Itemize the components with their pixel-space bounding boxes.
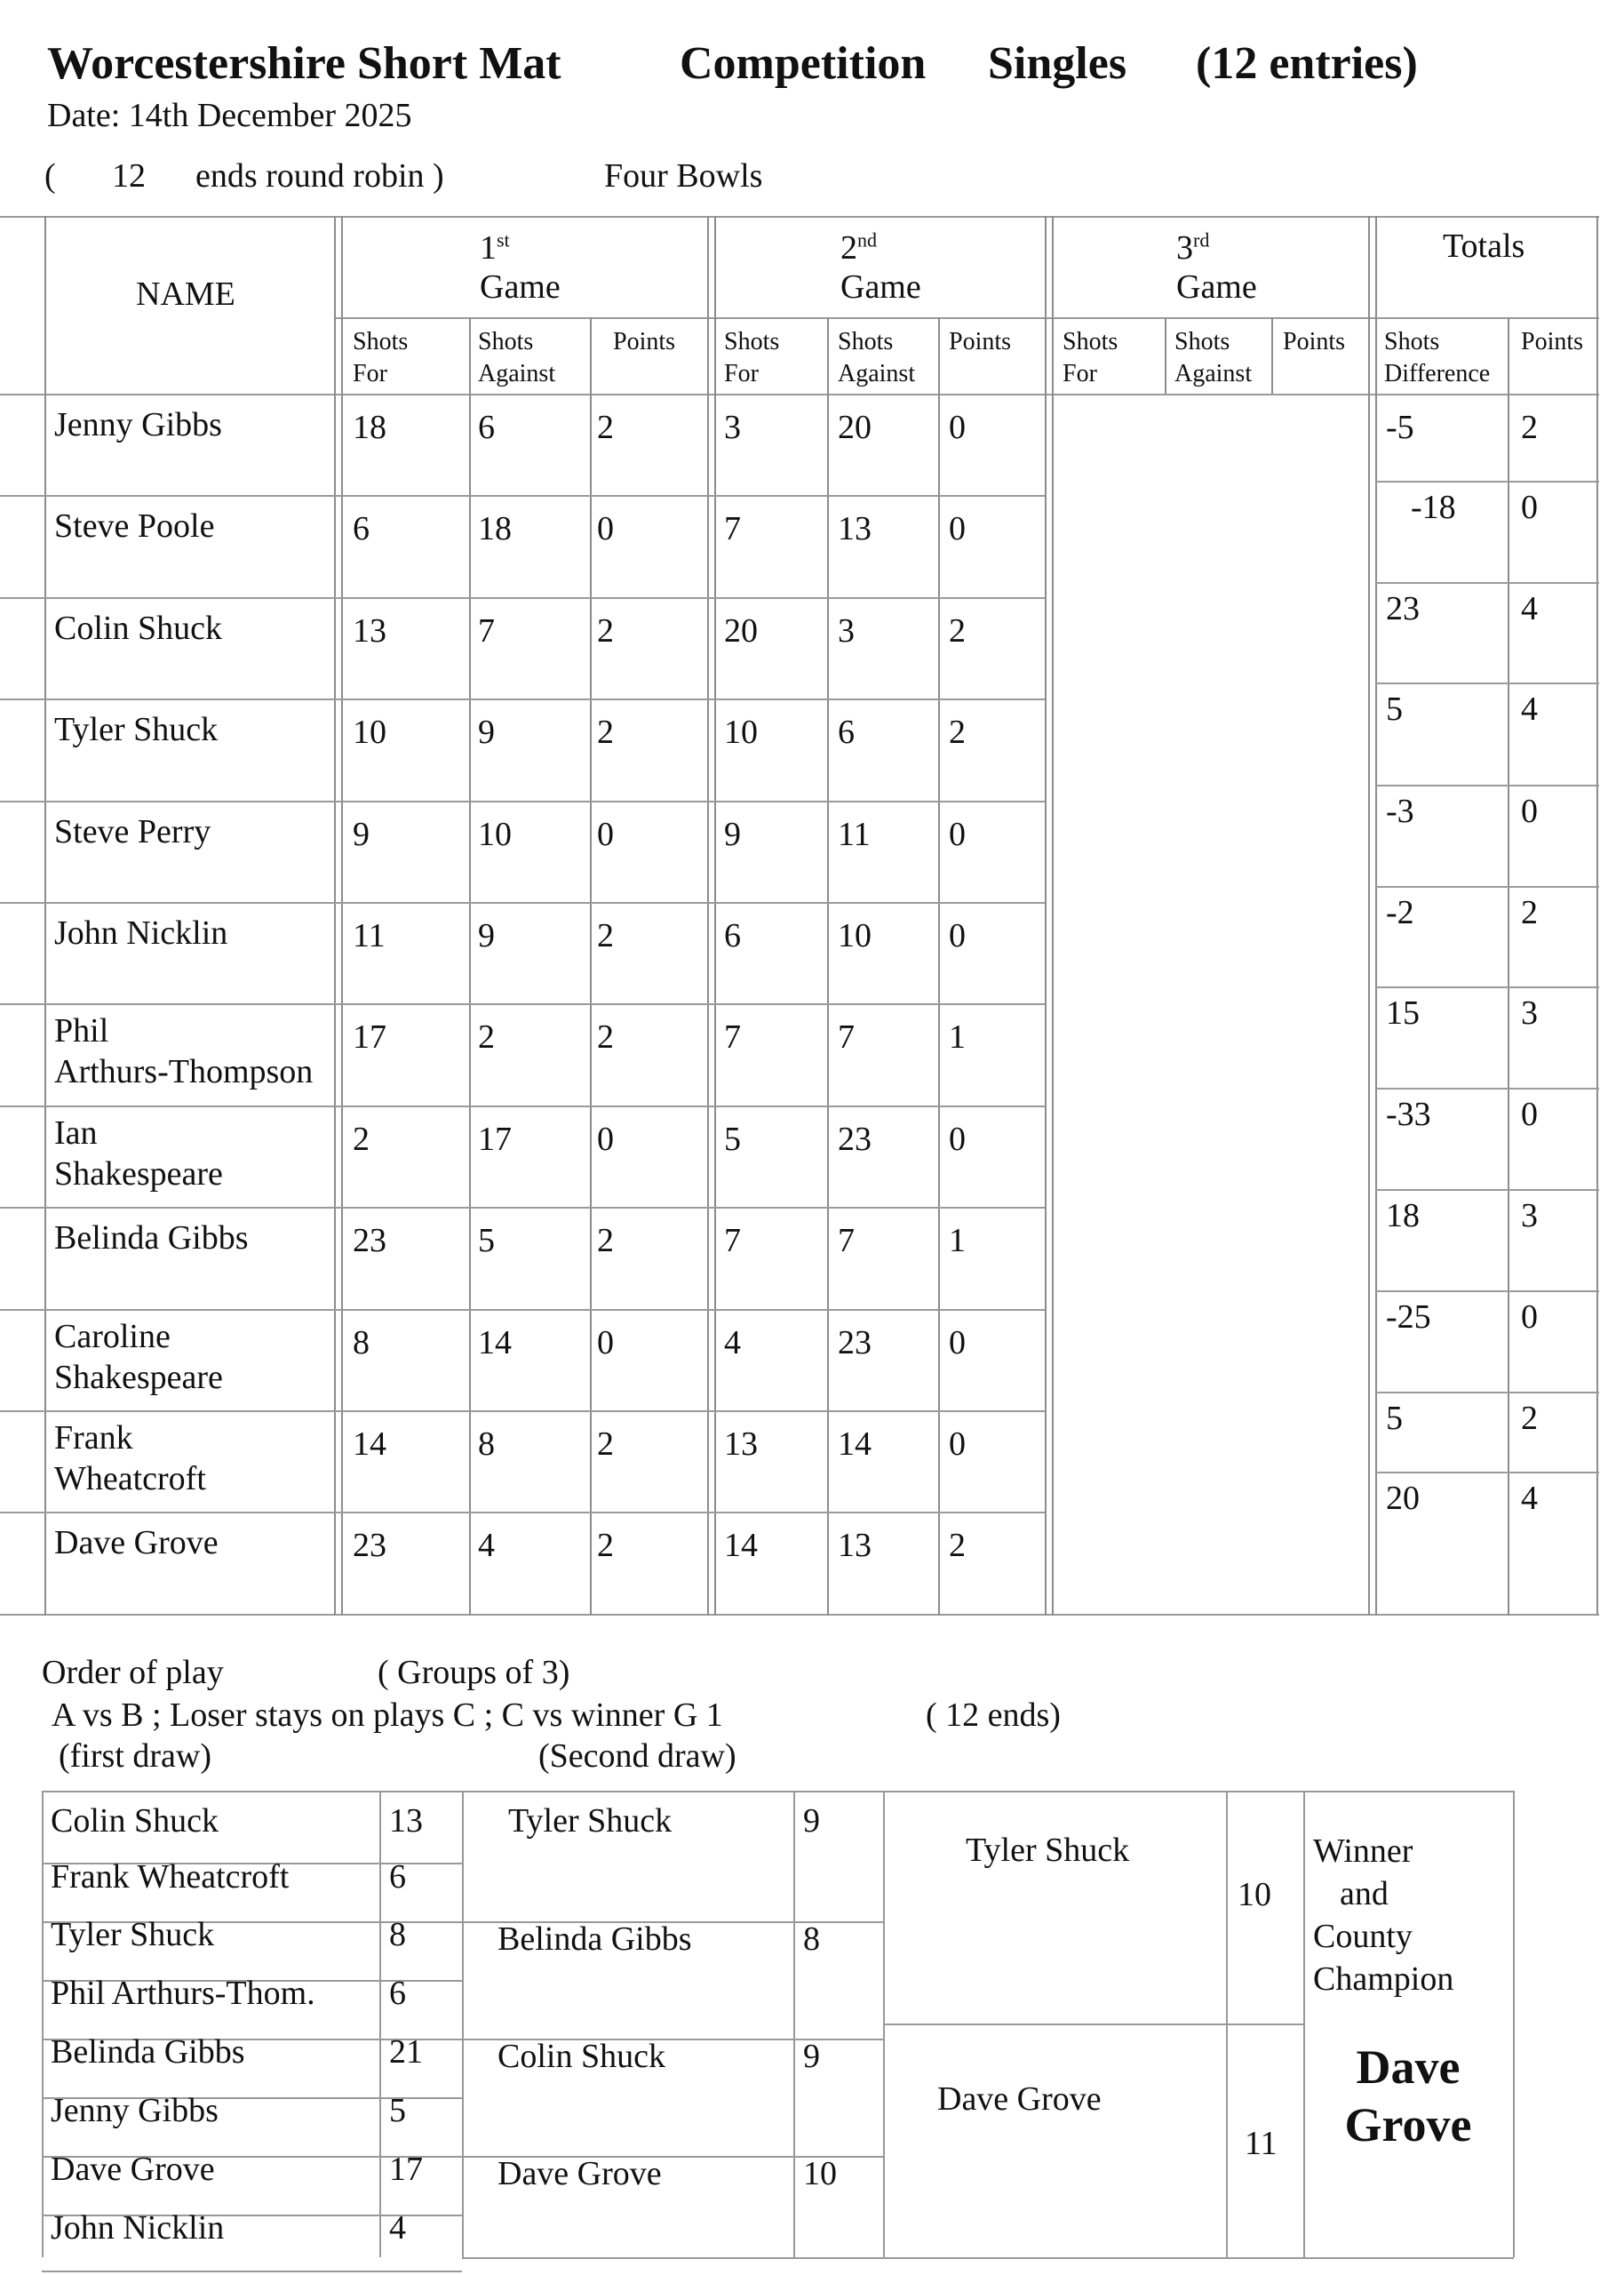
table-cell-g2f: 5 <box>724 1121 741 1158</box>
winner-label-line: Winner <box>1313 1832 1413 1870</box>
total-points: 2 <box>1521 1400 1538 1437</box>
table-cell-g1f: 23 <box>353 1527 386 1564</box>
table-cell-g2p: 0 <box>949 917 966 954</box>
total-shots-difference: -5 <box>1386 409 1414 446</box>
table-cell-g1a: 17 <box>478 1121 512 1158</box>
g3-shots-against-header: Shots Against <box>1174 328 1253 387</box>
game2-ordinal: 2nd <box>840 228 877 267</box>
first-draw-score: 21 <box>389 2033 423 2071</box>
first-draw-score: 17 <box>389 2151 423 2188</box>
table-cell-g2a: 23 <box>838 1121 872 1158</box>
table-cell-g2p: 1 <box>949 1222 966 1259</box>
table-cell-g2f: 7 <box>724 1018 741 1056</box>
winner-label-line: and <box>1340 1875 1389 1912</box>
total-points: 3 <box>1521 1197 1538 1234</box>
table-cell-g1a: 6 <box>478 409 495 446</box>
table-row-name: Tyler Shuck <box>54 711 219 748</box>
table-cell-g2f: 7 <box>724 1222 741 1259</box>
g1-shots-against-header: Shots Against <box>478 328 556 387</box>
winner-label-line: County <box>1313 1918 1413 1955</box>
table-cell-g2f: 10 <box>724 714 758 751</box>
table-cell-g2f: 6 <box>724 917 741 954</box>
order-groups: ( Groups of 3) <box>378 1654 570 1691</box>
final-score: 10 <box>1238 1876 1271 1913</box>
first-draw-player: Jenny Gibbs <box>51 2092 219 2129</box>
first-draw-player: Dave Grove <box>51 2151 215 2188</box>
table-cell-g2a: 20 <box>838 409 872 446</box>
total-points: 0 <box>1521 793 1538 830</box>
table-cell-g2p: 0 <box>949 1121 966 1158</box>
final-score: 11 <box>1245 2125 1278 2162</box>
table-cell-g2p: 2 <box>949 714 966 751</box>
champion-name: Dave <box>1356 2040 1461 2094</box>
ends-count: 12 <box>112 157 146 195</box>
second-draw-score: 10 <box>803 2155 837 2192</box>
total-shots-difference: 23 <box>1386 590 1420 627</box>
date-line: Date: 14th December 2025 <box>47 97 412 134</box>
second-draw-player: Dave Grove <box>498 2155 662 2192</box>
champion-name: Grove <box>1344 2098 1472 2151</box>
table-cell-g2a: 11 <box>838 816 871 853</box>
total-points: 0 <box>1521 489 1538 526</box>
table-cell-g2f: 13 <box>724 1425 758 1463</box>
table-row-name: Ian Shakespeare <box>54 1114 223 1193</box>
shots-difference-header: Shots Difference <box>1384 328 1491 387</box>
table-row-name: Phil Arthurs-Thompson <box>54 1012 314 1090</box>
first-draw-score: 13 <box>389 1802 423 1840</box>
first-draw-player: Belinda Gibbs <box>51 2033 245 2071</box>
table-cell-g1p: 0 <box>597 510 614 547</box>
first-draw-player: Tyler Shuck <box>51 1916 215 1953</box>
table-cell-g1p: 2 <box>597 612 614 650</box>
totals-header: Totals <box>1443 228 1525 265</box>
first-draw-score: 5 <box>389 2092 406 2129</box>
table-cell-g1a: 10 <box>478 816 512 853</box>
format-text: ends round robin ) <box>195 157 444 195</box>
total-shots-difference: -18 <box>1411 489 1456 526</box>
table-cell-g1a: 7 <box>478 612 495 650</box>
table-cell-g1p: 2 <box>597 409 614 446</box>
first-draw-score: 8 <box>389 1916 406 1953</box>
table-cell-g2p: 1 <box>949 1018 966 1056</box>
total-points: 4 <box>1521 590 1538 627</box>
game1-ordinal: 1st <box>480 228 510 267</box>
total-points: 4 <box>1521 1480 1538 1517</box>
final-player: Dave Grove <box>937 2080 1102 2118</box>
total-shots-difference: -25 <box>1386 1298 1431 1336</box>
table-cell-g1a: 9 <box>478 917 495 954</box>
table-cell-g1f: 18 <box>353 409 386 446</box>
g2-shots-against-header: Shots Against <box>838 328 916 387</box>
final-player: Tyler Shuck <box>966 1832 1130 1869</box>
table-cell-g1p: 0 <box>597 1324 614 1361</box>
table-cell-g2a: 3 <box>838 612 855 650</box>
table-cell-g1p: 2 <box>597 917 614 954</box>
first-draw-player: Phil Arthurs-Thom. <box>51 1975 315 2012</box>
game1-label: Game <box>480 268 561 306</box>
total-shots-difference: 18 <box>1386 1197 1420 1234</box>
table-cell-g1a: 2 <box>478 1018 495 1056</box>
table-cell-g2a: 14 <box>838 1425 872 1463</box>
g2-points-header: Points <box>949 328 1012 355</box>
total-shots-difference: 5 <box>1386 1400 1403 1437</box>
first-draw-label: (first draw) <box>59 1737 211 1775</box>
title-competition: Competition <box>680 38 927 89</box>
second-draw-score: 8 <box>803 1920 820 1958</box>
title-entries: (12 entries) <box>1196 38 1418 89</box>
table-cell-g1a: 4 <box>478 1527 495 1564</box>
table-cell-g2f: 3 <box>724 409 741 446</box>
second-draw-score: 9 <box>803 1802 820 1840</box>
table-cell-g1f: 23 <box>353 1222 386 1259</box>
table-cell-g1a: 18 <box>478 510 512 547</box>
g2-shots-for-header: Shots For <box>724 328 780 387</box>
table-cell-g2p: 0 <box>949 1324 966 1361</box>
table-cell-g2f: 20 <box>724 612 758 650</box>
table-cell-g1f: 8 <box>353 1324 370 1361</box>
second-draw-player: Tyler Shuck <box>508 1802 673 1840</box>
table-cell-g1p: 2 <box>597 1527 614 1564</box>
total-points: 0 <box>1521 1096 1538 1133</box>
table-cell-g1a: 14 <box>478 1324 512 1361</box>
table-row-name: Steve Poole <box>54 507 215 545</box>
results-table <box>0 216 1599 1616</box>
table-cell-g2a: 10 <box>838 917 872 954</box>
table-cell-g1p: 2 <box>597 1425 614 1463</box>
g3-points-header: Points <box>1283 328 1346 355</box>
title-singles: Singles <box>988 38 1127 89</box>
table-row-name: Dave Grove <box>54 1524 219 1561</box>
table-cell-g1p: 0 <box>597 1121 614 1158</box>
table-cell-g1f: 6 <box>353 510 370 547</box>
table-cell-g1f: 2 <box>353 1121 370 1158</box>
order-rule: A vs B ; Loser stays on plays C ; C vs winner G 1 <box>52 1696 723 1734</box>
table-cell-g2p: 2 <box>949 612 966 650</box>
table-row-name: Frank Wheatcroft <box>54 1419 206 1497</box>
table-cell-g1p: 0 <box>597 816 614 853</box>
table-row-name: Caroline Shakespeare <box>54 1318 223 1396</box>
total-shots-difference: 20 <box>1386 1480 1420 1517</box>
table-cell-g1a: 8 <box>478 1425 495 1463</box>
game3-label: Game <box>1176 268 1257 306</box>
first-draw-score: 4 <box>389 2209 406 2247</box>
game3-ordinal: 3rd <box>1176 228 1210 267</box>
table-cell-g2p: 0 <box>949 409 966 446</box>
second-draw-score: 9 <box>803 2038 820 2075</box>
table-cell-g2a: 6 <box>838 714 855 751</box>
total-shots-difference: -2 <box>1386 894 1414 931</box>
total-points: 4 <box>1521 690 1538 728</box>
total-points: 2 <box>1521 409 1538 446</box>
bowls-text: Four Bowls <box>604 157 763 195</box>
table-cell-g1p: 2 <box>597 1222 614 1259</box>
table-cell-g2a: 7 <box>838 1018 855 1056</box>
first-draw-score: 6 <box>389 1858 406 1896</box>
table-cell-g1f: 11 <box>353 917 386 954</box>
g1-shots-for-header: Shots For <box>353 328 409 387</box>
total-points-header: Points <box>1521 328 1584 355</box>
table-cell-g1a: 5 <box>478 1222 495 1259</box>
table-cell-g2a: 13 <box>838 1527 872 1564</box>
table-cell-g2p: 2 <box>949 1527 966 1564</box>
total-shots-difference: -33 <box>1386 1096 1431 1133</box>
order-ends: ( 12 ends) <box>926 1696 1061 1734</box>
total-shots-difference: -3 <box>1386 793 1414 830</box>
table-row-name: Jenny Gibbs <box>54 406 222 443</box>
title-county: Worcestershire Short Mat <box>47 38 561 89</box>
table-cell-g2a: 7 <box>838 1222 855 1259</box>
total-shots-difference: 5 <box>1386 690 1403 728</box>
second-draw-label: (Second draw) <box>538 1737 736 1775</box>
total-points: 0 <box>1521 1298 1538 1336</box>
table-cell-g1f: 10 <box>353 714 386 751</box>
first-draw-player: Frank Wheatcroft <box>51 1858 290 1896</box>
g3-shots-for-header: Shots For <box>1063 328 1118 387</box>
table-cell-g2p: 0 <box>949 510 966 547</box>
table-cell-g1f: 13 <box>353 612 386 650</box>
winner-label-line: Champion <box>1313 1960 1454 1998</box>
table-row-name: John Nicklin <box>54 914 228 952</box>
table-cell-g1p: 2 <box>597 714 614 751</box>
table-cell-g2f: 9 <box>724 816 741 853</box>
table-row-name: Colin Shuck <box>54 610 222 647</box>
table-cell-g2a: 23 <box>838 1324 872 1361</box>
table-cell-g1f: 9 <box>353 816 370 853</box>
table-cell-g2a: 13 <box>838 510 872 547</box>
total-shots-difference: 15 <box>1386 994 1420 1032</box>
name-header: NAME <box>136 275 235 313</box>
first-draw-player: John Nicklin <box>51 2209 225 2247</box>
total-points: 3 <box>1521 994 1538 1032</box>
first-draw-player: Colin Shuck <box>51 1802 219 1840</box>
game2-label: Game <box>840 268 921 306</box>
second-draw-player: Colin Shuck <box>498 2038 665 2075</box>
format-paren: ( <box>44 157 56 195</box>
first-draw-score: 6 <box>389 1975 406 2012</box>
table-cell-g1f: 14 <box>353 1425 386 1463</box>
total-points: 2 <box>1521 894 1538 931</box>
table-cell-g2f: 7 <box>724 510 741 547</box>
table-cell-g1a: 9 <box>478 714 495 751</box>
table-row-name: Belinda Gibbs <box>54 1219 249 1257</box>
table-row-name: Steve Perry <box>54 813 211 850</box>
table-cell-g2p: 0 <box>949 1425 966 1463</box>
table-cell-g1f: 17 <box>353 1018 386 1056</box>
second-draw-player: Belinda Gibbs <box>498 1920 692 1958</box>
g1-points-header: Points <box>613 328 676 355</box>
table-cell-g2f: 4 <box>724 1324 741 1361</box>
table-cell-g2f: 14 <box>724 1527 758 1564</box>
table-cell-g2p: 0 <box>949 816 966 853</box>
order-title: Order of play <box>42 1654 224 1691</box>
table-cell-g1p: 2 <box>597 1018 614 1056</box>
